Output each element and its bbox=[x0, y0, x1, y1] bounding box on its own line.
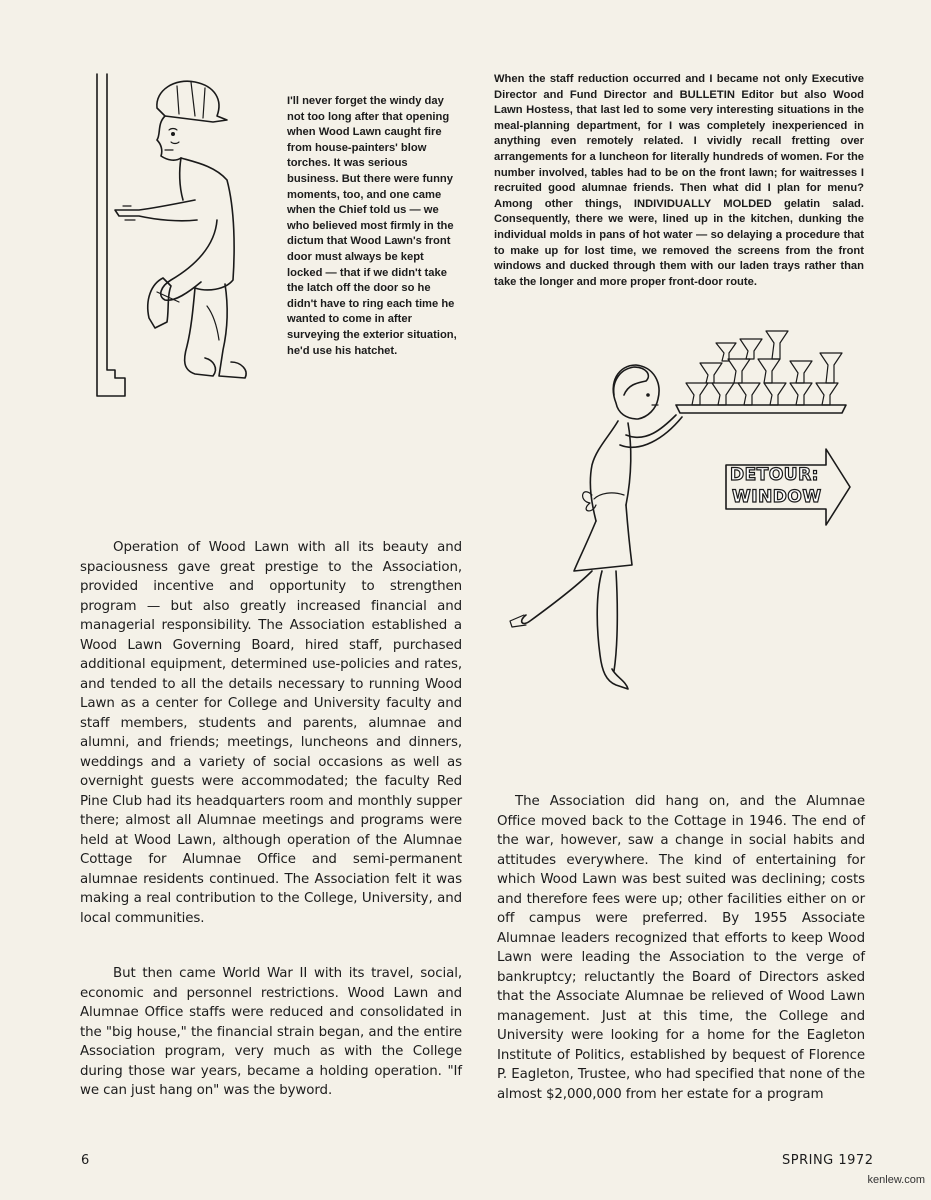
detour-sign-label bbox=[726, 460, 836, 510]
body-paragraph-1: Operation of Wood Lawn with all its beauty and spaciousness gave great prestige to the Association, provided incentive and opportunity to strengthen program — but also greatly increased financial and managerial responsibility. The Association established a Wood Lawn Governing Board, hired staff, purchased additional equipment, determined use-policies and rates, and tended to all the details necessary to running Wood Lawn as a center for College and University faculty and staff members, students and parents, alumnae and alumni, and friends; meetings, luncheons and dinners, weddings and a variety of social occasions as well as overnight guests were accommodated; the faculty Red Pine Club had its headquarters room and monthly supper there; almost all Alumnae meetings and programs were held at Wood Lawn, although operation of the Alumnae Cottage for Alumnae Office and semi-permanent alumnae residents continued. The Association felt it was making a real contribution to the College, University, and local communities. bbox=[80, 540, 462, 926]
staff-story-caption: When the staff reduction occurred and I became not only Executive Director and Fund Director and BULLETIN Editor but also Wood Lawn Hostess, that last led to some very interesting situations in the meal-planning department, for I was completely inexperienced in anything even remotely related. I vividly recall fretting over arrangements for a luncheon for literally hundreds of women. For the number involved, tables had to be on the front lawn; for waitresses I recruited good alumnae friends. Then what did I plan for menu? Among other things, INDIVIDUALLY MOLDED gelatin salad. Consequently, there we were, lined up in the kitchen, dunking the individual molds in pans of hot water — so delaying a procedure that to make up for lost time, we removed the screens from the front windows and ducked through them with our laden trays rather than take the longer and more proper front-door route. bbox=[494, 73, 864, 288]
fireman-illustration bbox=[95, 70, 280, 410]
page-number: 6 bbox=[81, 1153, 90, 1168]
watermark: kenlew.com bbox=[867, 1174, 925, 1186]
body-paragraph-3: The Association did hang on, and the Alumnae Office moved back to the Cottage in 1946. The end of the war, however, saw a change in social habits and attitudes everywhere. The kind of entertaining for which Wood Lawn was best suited was declining; costs and therefore fees were up; other facilities either on or off campus were preferred. By 1955 Associate Alumnae leaders recognized that efforts to keep Wood Lawn were leading the Association to the verge of bankruptcy; reluctantly the Board of Directors asked that the Associate Alumnae be relieved of Wood Lawn management. Just at this time, the College and University were looking for a home for the Eagleton Institute of Politics, established by bequest of Florence P. Eagleton, Trustee, who had specified that none of the almost $2,000,000 from her estate for a program bbox=[497, 794, 865, 1102]
body-paragraph-2: But then came World War II with its travel, social, economic and personnel restrictions. Wood Lawn and Alumnae Office staffs were reduced and consolidated in the "big house," the financial strain began, and the entire Association program, very much as with the College during those war years, became a holding operation. "If we can just hang on" was the byword. bbox=[80, 966, 462, 1098]
waitress-illustration bbox=[496, 325, 866, 720]
sign-line-2: WINDOW bbox=[732, 487, 822, 507]
sign-line-1: DETOUR: bbox=[730, 465, 819, 485]
fire-story-caption: I'll never forget the windy day not too long after that opening when Wood Lawn caught fire from house-painters' blow torches. It was serious business. But there were funny moments, too, and one came when the Chief told us — we who believed most firmly in the dictum that Wood Lawn's front door must always be kept locked — that if we didn't take the latch off the door so he didn't have to ring each time he wanted to come in after surveying the exterior situation, he'd use his hatchet. bbox=[287, 95, 457, 357]
glass-stack bbox=[686, 331, 842, 405]
issue-label: SPRING 1972 bbox=[782, 1153, 874, 1168]
